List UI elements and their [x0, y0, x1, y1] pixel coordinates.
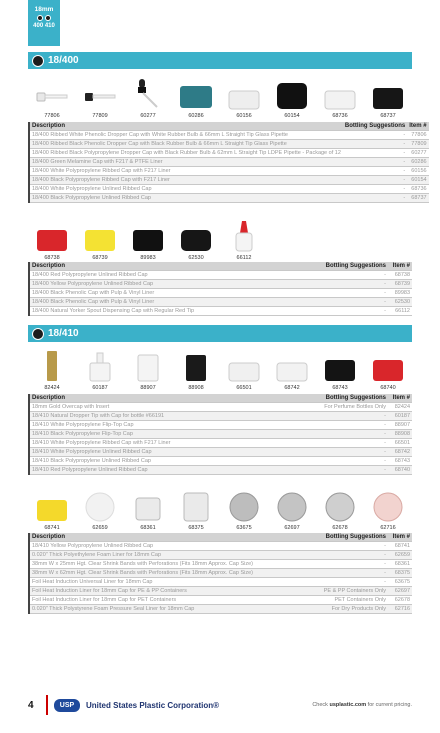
row-item-number: 68739 — [388, 280, 412, 289]
column-header: Bottling Suggestions — [258, 394, 388, 403]
section-tab — [28, 0, 60, 46]
table-row — [29, 298, 412, 307]
product-image — [228, 491, 260, 523]
page-number: 4 — [28, 699, 34, 711]
product-item — [76, 74, 124, 120]
section-title: 18/400 — [48, 55, 79, 66]
product-item — [28, 486, 76, 532]
column-header: Bottling Suggestions — [258, 533, 388, 542]
row-description: 18mm Gold Overcap with Insert — [29, 403, 258, 412]
row-item-number: 60156 — [407, 167, 428, 176]
product-image — [84, 227, 116, 253]
table-row — [29, 271, 412, 280]
product-number: 89983 — [140, 255, 156, 261]
product-image — [84, 491, 116, 523]
row-description: 0.020" Thick Polystyrene Foam Pressure Seal Liner for 18mm Cap — [29, 605, 258, 614]
product-item — [28, 74, 76, 120]
product-row — [28, 74, 412, 120]
column-header: Description — [29, 122, 343, 131]
table-row — [29, 176, 429, 185]
row-description: 18/400 Black Polypropylene Ribbed Cap with F217 Liner — [29, 176, 343, 185]
row-description: 18/400 White Polypropylene Unlined Ribbed Cap — [29, 185, 343, 194]
product-number: 60286 — [188, 113, 204, 119]
table-row — [29, 280, 412, 289]
row-bottling: - — [258, 466, 388, 475]
row-description: 0.020" Thick Polyethylene Foam Liner for 18mm Cap — [29, 551, 258, 560]
table-row — [29, 587, 412, 596]
row-bottling: - — [258, 430, 388, 439]
row-item-number: 68738 — [388, 271, 412, 280]
product-image — [324, 491, 356, 523]
row-bottling: - — [343, 185, 407, 194]
table-row — [29, 289, 412, 298]
row-description: 18/410 White Polypropylene Flip-Top Cap — [29, 421, 258, 430]
product-item — [268, 486, 316, 532]
row-bottling: - — [258, 271, 388, 280]
product-image — [180, 227, 212, 253]
column-header: Item # — [388, 262, 412, 271]
pricing-note-prefix: Check — [312, 702, 330, 708]
product-row — [28, 346, 412, 392]
product-image — [276, 81, 308, 111]
product-number: 60277 — [140, 113, 156, 119]
product-image — [135, 353, 161, 383]
product-row — [28, 486, 412, 532]
row-description: 18/410 Yellow Polypropylene Unlined Ribbed Cap — [29, 542, 258, 551]
row-item-number: 77809 — [407, 140, 428, 149]
product-item — [220, 346, 268, 392]
column-header: Bottling Suggestions — [258, 262, 388, 271]
product-item — [172, 486, 220, 532]
row-item-number: 60277 — [407, 149, 428, 158]
row-bottling: PET Containers Only — [258, 596, 388, 605]
product-table — [28, 262, 412, 316]
product-item — [172, 74, 220, 120]
row-description: 18/400 Yellow Polypropylene Unlined Ribbed Cap — [29, 280, 258, 289]
table-row — [29, 149, 429, 158]
product-image — [83, 81, 117, 111]
table-row — [29, 542, 412, 551]
row-description: 18/410 White Polypropylene Unlined Ribbed Cap — [29, 448, 258, 457]
product-image — [179, 83, 213, 111]
product-image — [181, 491, 211, 523]
row-bottling: - — [258, 457, 388, 466]
row-bottling: - — [258, 542, 388, 551]
row-item-number: 68742 — [388, 448, 412, 457]
product-item — [28, 346, 76, 392]
tab-dots — [28, 15, 60, 21]
table-row — [29, 158, 429, 167]
product-item — [76, 216, 124, 262]
row-item-number: 66112 — [388, 307, 412, 316]
pricing-note-suffix: for current pricing. — [366, 702, 412, 708]
table-row — [29, 412, 412, 421]
row-description: Foil Heat Induction Liner for 18mm Cap for PE & PP Containers — [29, 587, 258, 596]
row-description: 38mm W x 25mm Hgt. Clear Shrink Bands with Perforations (Fits 18mm Approx. Cap Size) — [29, 560, 258, 569]
row-item-number: 88908 — [388, 430, 412, 439]
product-item — [124, 74, 172, 120]
table-row — [29, 403, 412, 412]
product-image — [133, 77, 163, 111]
product-item — [268, 74, 316, 120]
product-table — [28, 394, 412, 475]
product-item — [124, 346, 172, 392]
row-bottling: For Perfume Bottles Only — [258, 403, 388, 412]
table-row — [29, 551, 412, 560]
pricing-note — [312, 702, 412, 708]
section-bullet-icon — [32, 55, 44, 67]
product-image — [228, 359, 260, 383]
row-bottling: - — [258, 412, 388, 421]
row-description: 18/400 White Polypropylene Ribbed Cap with F217 Liner — [29, 167, 343, 176]
row-item-number: 62659 — [388, 551, 412, 560]
product-number: 68375 — [188, 525, 204, 531]
row-item-number: 62716 — [388, 605, 412, 614]
column-header: Description — [29, 262, 258, 271]
product-item — [316, 74, 364, 120]
product-number: 77809 — [92, 113, 108, 119]
product-image — [228, 87, 260, 111]
tab-size: 18mm — [34, 6, 54, 13]
row-item-number: 62678 — [388, 596, 412, 605]
product-item — [316, 486, 364, 532]
product-item — [76, 346, 124, 392]
product-number: 68739 — [92, 255, 108, 261]
row-bottling: - — [343, 131, 407, 140]
product-item — [364, 346, 412, 392]
product-image — [324, 357, 356, 383]
table-row — [29, 605, 412, 614]
row-description: 18/400 Ribbed Black Polypropylene Dropper Cap with Black Rubber Bulb & 62mm L Straight Tip LDPE Pipette - Package of 12 — [29, 149, 343, 158]
product-image — [36, 497, 68, 523]
table-row — [29, 307, 412, 316]
row-description: 18/410 Black Polypropylene Unlined Ribbed Cap — [29, 457, 258, 466]
row-bottling: - — [343, 158, 407, 167]
product-number: 68736 — [332, 113, 348, 119]
table-row — [29, 167, 429, 176]
product-number: 62697 — [284, 525, 300, 531]
row-bottling: - — [258, 307, 388, 316]
product-number: 68742 — [284, 385, 300, 391]
product-image — [132, 227, 164, 253]
table-row — [29, 448, 412, 457]
row-item-number: 88907 — [388, 421, 412, 430]
table-row — [29, 140, 429, 149]
table-row — [29, 578, 412, 587]
row-description: 18/400 Black Phenolic Cap with Pulp & Vinyl Liner — [29, 289, 258, 298]
row-item-number: 60154 — [407, 176, 428, 185]
column-header: Bottling Suggestions — [344, 123, 406, 130]
row-item-number: 68375 — [388, 569, 412, 578]
product-image — [36, 227, 68, 253]
footer-divider — [46, 695, 48, 715]
usp-logo: USP — [54, 699, 80, 712]
product-number: 68741 — [44, 525, 60, 531]
row-item-number: 63675 — [388, 578, 412, 587]
product-item — [220, 486, 268, 532]
product-number: 88907 — [140, 385, 156, 391]
row-item-number: 82424 — [388, 403, 412, 412]
row-bottling: - — [258, 289, 388, 298]
row-bottling: PE & PP Containers Only — [258, 587, 388, 596]
row-bottling: - — [343, 194, 407, 203]
row-description: 18/400 Black Phenolic Cap with Pulp & Vinyl Liner — [29, 298, 258, 307]
product-number: 82424 — [44, 385, 60, 391]
product-item — [124, 486, 172, 532]
row-description: 38mm W x 62mm Hgt. Clear Shrink Bands with Perforations (Fits 18mm Approx. Cap Size) — [29, 569, 258, 578]
company-name: United States Plastic Corporation® — [86, 700, 220, 710]
row-description: 18/400 Black Polypropylene Unlined Ribbed Cap — [29, 194, 343, 203]
product-number: 68740 — [380, 385, 396, 391]
section-bullet-icon — [32, 328, 44, 340]
row-bottling: - — [258, 551, 388, 560]
product-number: 62716 — [380, 525, 396, 531]
row-item-number: 62530 — [388, 298, 412, 307]
column-header: Description — [29, 394, 258, 403]
page-footer — [28, 694, 412, 716]
product-item — [220, 216, 268, 262]
product-image — [372, 85, 404, 111]
row-bottling: - — [258, 560, 388, 569]
column-header: Item # — [388, 533, 412, 542]
product-number: 66112 — [236, 255, 252, 261]
section-header-18-400 — [28, 52, 412, 69]
table-row — [29, 439, 412, 448]
table-row — [29, 457, 412, 466]
column-header: Description — [29, 533, 258, 542]
row-item-number: 68743 — [388, 457, 412, 466]
row-bottling: - — [258, 421, 388, 430]
product-number: 62678 — [332, 525, 348, 531]
product-image — [372, 357, 404, 383]
row-description: 18/400 Ribbed White Phenolic Dropper Cap with White Rubber Bulb & 66mm L Straight Tip Glass Pipette — [29, 131, 343, 140]
product-item — [124, 216, 172, 262]
table-row — [29, 596, 412, 605]
product-row — [28, 216, 268, 262]
product-image — [276, 491, 308, 523]
product-image — [133, 495, 163, 523]
product-image — [183, 353, 209, 383]
product-item — [76, 486, 124, 532]
row-description: 18/400 Red Polypropylene Unlined Ribbed Cap — [29, 271, 258, 280]
product-table — [28, 533, 412, 614]
table-row — [29, 560, 412, 569]
row-bottling: - — [343, 140, 407, 149]
row-bottling: - — [258, 280, 388, 289]
row-description: 18/410 Natural Dropper Tip with Cap for bottle #66191 — [29, 412, 258, 421]
product-number: 62659 — [92, 525, 108, 531]
row-bottling: - — [258, 439, 388, 448]
product-number: 60187 — [92, 385, 108, 391]
product-number: 88908 — [188, 385, 204, 391]
row-bottling: - — [258, 298, 388, 307]
row-bottling: For Dry Products Only — [258, 605, 388, 614]
product-number: 68743 — [332, 385, 348, 391]
row-description: 18/400 Ribbed Black Phenolic Dropper Cap with Black Rubber Bulb & 66mm L Straight Tip Glass Pipette — [29, 140, 343, 149]
row-item-number: 68736 — [407, 185, 428, 194]
row-item-number: 68740 — [388, 466, 412, 475]
row-description: Foil Heat Induction Liner for 18mm Cap for PET Containers — [29, 596, 258, 605]
section-header-18-410 — [28, 325, 412, 342]
row-item-number: 68737 — [407, 194, 428, 203]
product-number: 60154 — [284, 113, 300, 119]
row-item-number: 68741 — [388, 542, 412, 551]
product-table — [28, 122, 429, 203]
product-image — [87, 351, 113, 383]
row-item-number: 66501 — [388, 439, 412, 448]
product-item — [172, 346, 220, 392]
product-number: 68361 — [140, 525, 156, 531]
row-bottling: - — [258, 578, 388, 587]
tab-dot-icon — [45, 15, 51, 21]
product-number: 63675 — [236, 525, 252, 531]
product-item — [28, 216, 76, 262]
table-row — [29, 569, 412, 578]
row-description: 18/400 Green Melamine Cap with F217 & PTFE Liner — [29, 158, 343, 167]
product-image — [232, 219, 256, 253]
column-header: Item # — [388, 394, 412, 403]
row-description: 18/400 Natural Yorker Spout Dispensing Cap with Regular Red Tip — [29, 307, 258, 316]
row-item-number: 60187 — [388, 412, 412, 421]
row-item-number: 60286 — [407, 158, 428, 167]
row-description: 18/410 Black Polypropylene Flip-Top Cap — [29, 430, 258, 439]
product-number: 77806 — [44, 113, 60, 119]
row-bottling: - — [258, 448, 388, 457]
table-row — [29, 185, 429, 194]
product-item — [268, 346, 316, 392]
section-title: 18/410 — [48, 328, 79, 339]
product-item — [316, 346, 364, 392]
table-row — [29, 131, 429, 140]
table-row — [29, 466, 412, 475]
product-number: 68738 — [44, 255, 60, 261]
table-row — [29, 194, 429, 203]
website-link[interactable]: usplastic.com — [329, 702, 367, 708]
product-image — [324, 87, 356, 111]
tab-dot-icon — [37, 15, 43, 21]
row-bottling: - — [343, 167, 407, 176]
row-description: Foil Heat Induction Universal Liner for 18mm Cap — [29, 578, 258, 587]
product-number: 62530 — [188, 255, 204, 261]
product-item — [172, 216, 220, 262]
product-item — [220, 74, 268, 120]
product-number: 68737 — [380, 113, 396, 119]
product-item — [364, 486, 412, 532]
table-row — [29, 430, 412, 439]
product-number: 60156 — [236, 113, 252, 119]
row-item-number: 68361 — [388, 560, 412, 569]
product-image — [276, 359, 308, 383]
row-description: 18/410 Red Polypropylene Unlined Ribbed Cap — [29, 466, 258, 475]
product-image — [45, 349, 59, 383]
row-item-number: 89983 — [388, 289, 412, 298]
product-image — [35, 81, 69, 111]
row-bottling: - — [258, 569, 388, 578]
row-bottling: - — [343, 176, 407, 185]
product-item — [364, 74, 412, 120]
row-bottling: - — [343, 149, 407, 158]
product-number: 66501 — [236, 385, 252, 391]
product-image — [372, 491, 404, 523]
column-header: Item # — [409, 123, 427, 130]
table-row — [29, 421, 412, 430]
row-item-number: 77806 — [407, 131, 428, 140]
row-item-number: 62697 — [388, 587, 412, 596]
tab-finishes: 400 410 — [33, 23, 55, 29]
row-description: 18/410 White Polypropylene Ribbed Cap with F217 Liner — [29, 439, 258, 448]
